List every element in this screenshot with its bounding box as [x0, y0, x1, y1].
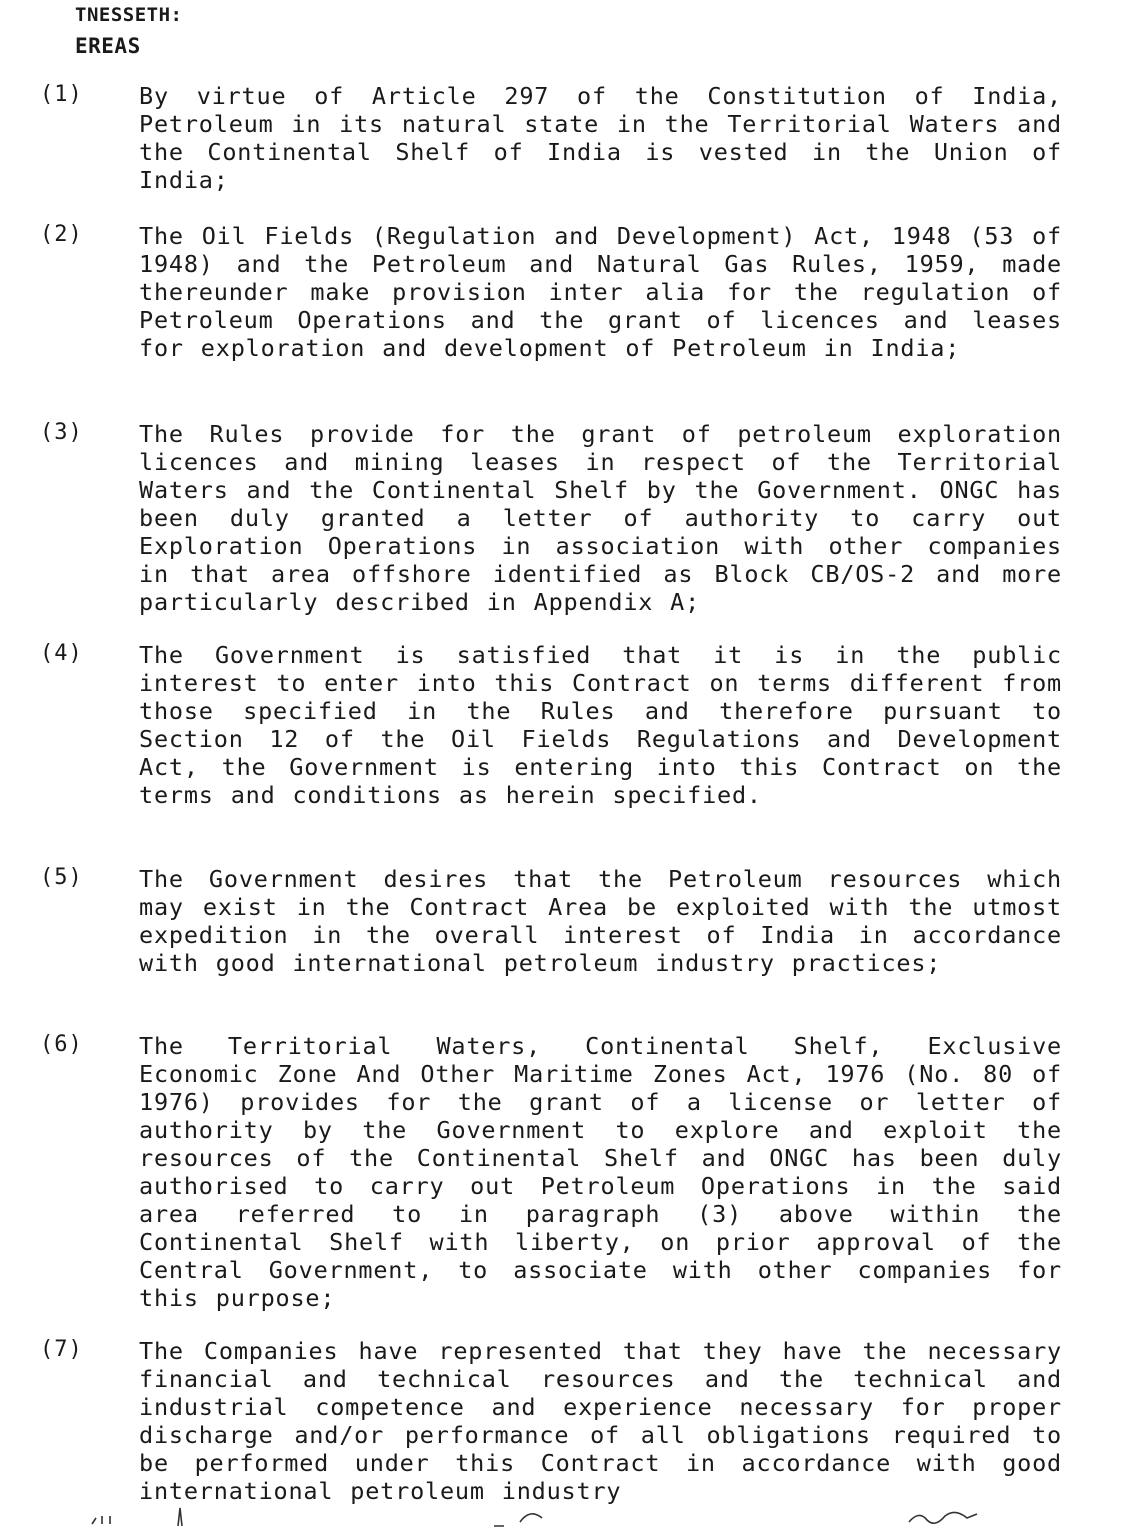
clause-number: (7): [40, 1337, 83, 1362]
handwritten-mark-center: [490, 1506, 560, 1528]
signature-mark: [905, 1506, 985, 1528]
clause-number: (5): [40, 865, 83, 890]
heading-witnesseth: TNESSETH:: [75, 4, 183, 26]
clause-number: (3): [40, 420, 83, 445]
clause-text: The Territorial Waters, Continental Shelf, Exclusive Economic Zone And Other Maritime Zones Act, 1976 (No. 80 of 1976) provides for the grant of a license or letter of authority by the Government to explore and exploit the resources of the Continental Shelf and ONGC has been duly authorised to carry out Petroleum Operations in the said area referred to in paragraph (3) above within the Continental Shelf with liberty, on prior approval of the Central Government, to associate with other companies for this purpose;: [139, 1032, 1062, 1312]
clause-text: The Government desires that the Petroleum resources which may exist in the Contract Area be exploited with the utmost expedition in the overall interest of India in accordance with good international petroleum industry practices;: [139, 865, 1062, 977]
clause-text: The Companies have represented that they have the necessary financial and technical resources and the technical and industrial competence and experience necessary for proper discharge and/or performance of all obligations required to be performed under this Contract in accordance with good international petroleum industry: [139, 1337, 1062, 1505]
clause-number: (1): [40, 82, 83, 107]
clause-text: The Rules provide for the grant of petroleum exploration licences and mining leases in respect of the Territorial Waters and the Continental Shelf by the Government. ONGC has been duly granted a letter of authority to carry out Exploration Operations in association with other companies in that area offshore identified as Block CB/OS-2 and more particularly described in Appendix A;: [139, 420, 1062, 616]
clause-number: (6): [40, 1032, 83, 1057]
clause-text: By virtue of Article 297 of the Constitution of India, Petroleum in its natural state in the Territorial Waters and the Continental Shelf of India is vested in the Union of India;: [139, 82, 1062, 194]
clause-text: The Government is satisfied that it is in the public interest to enter into this Contract on terms different from those specified in the Rules and therefore pursuant to Section 12 of the Oil Fields Regulations and Development Act, the Government is entering into this Contract on the terms and conditions as herein specified.: [139, 641, 1062, 809]
handwritten-mark-left: [90, 1506, 200, 1528]
clause-number: (2): [40, 222, 83, 247]
heading-whereas: EREAS: [75, 34, 141, 58]
clause-number: (4): [40, 641, 83, 666]
clause-text: The Oil Fields (Regulation and Development) Act, 1948 (53 of 1948) and the Petroleum and Natural Gas Rules, 1959, made thereunder make provision inter alia for the regulation of Petroleum Operations and the grant of licences and leases for exploration and development of Petroleum in India;: [139, 222, 1062, 362]
